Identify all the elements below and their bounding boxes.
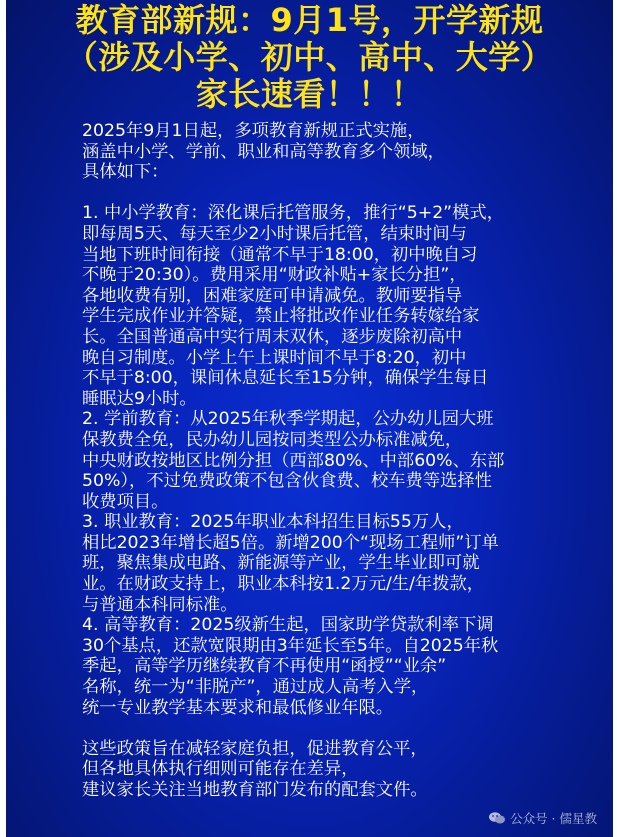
text-line: 名称，统一为“非脱产”，通过成人高考入学， <box>82 677 429 698</box>
text-line: 班，聚焦集成电路、新能源等产业，学生毕业即可就 <box>82 553 480 574</box>
section-vocational-education <box>82 512 582 615</box>
section-primary-secondary-education <box>82 203 582 409</box>
text-line: 涵盖中小学、学前、职业和高等教育多个领域， <box>82 141 445 162</box>
section-preschool-education <box>82 409 582 512</box>
text-line: 但各地具体执行细则可能存在差异， <box>82 759 359 780</box>
text-line: 1. 中小学教育：深化课后托管服务，推行“5+2”模式， <box>82 203 504 224</box>
text-line: 即每周5天、每天至少2小时课后托管，结束时间与 <box>82 223 467 244</box>
text-line: 4. 高等教育：2025级新生起，国家助学贷款利率下调 <box>82 615 494 636</box>
section-higher-education <box>82 615 582 718</box>
text-line: 30个基点，还款宽限期由3年延长至5年。自2025年秋 <box>82 635 499 656</box>
title-line-2: （涉及小学、初中、高中、大学） <box>65 38 554 76</box>
text-line: 保教费全免，民办幼儿园按同类型公办标准减免， <box>82 429 463 450</box>
intro-paragraph <box>82 121 582 183</box>
text-line: 50%），不过免费政策不包含伙食费、校车费等选择性 <box>82 471 492 492</box>
text-line: 相比2023年增长超5倍。新增200个“现场工程师”订单 <box>82 532 499 553</box>
text-line: 晚自习制度。小学上午上课时间不早于8:20，初中 <box>82 347 467 368</box>
title-line-3: 家长速看！！！ <box>195 75 424 113</box>
text-line: 统一专业教学基本要求和最低修业年限。 <box>82 697 394 718</box>
text-line: 业。在财政支持上，职业本科按1.2万元/生/年拨款， <box>82 574 485 595</box>
text-line: 不早于8:00，课间休息延长至15分钟，确保学生每日 <box>82 368 489 389</box>
text-line: 长。全国普通高中实行周末双休，逐步废除初高中 <box>82 326 463 347</box>
text-line: 各地收费有别，困难家庭可申请减免。教师要指导 <box>82 285 463 306</box>
text-line: 当地下班时间衔接（通常不早于18:00，初中晚自习 <box>82 244 478 265</box>
text-line: 建议家长关注当地教育部门发布的配套文件。 <box>82 780 428 800</box>
text-line: 中央财政按地区比例分担（西部80%、中部60%、东部 <box>82 450 505 471</box>
text-line: 收费项目。 <box>82 491 169 512</box>
text-line: 不晚于20:30）。费用采用“财政补贴+家长分担”， <box>82 265 467 286</box>
text-line: 与普通本科同标准。 <box>82 594 238 615</box>
paragraph-spacer <box>82 183 582 204</box>
watermark <box>488 809 597 827</box>
paragraph-spacer <box>82 718 582 739</box>
title-line-1: 教育部新规：9月1号，开学新规 <box>75 1 544 39</box>
text-line: 睡眠达9小时。 <box>82 388 197 409</box>
page-title <box>6 2 613 113</box>
poster <box>6 0 613 837</box>
watermark-text: 公众号 · 儒星教 <box>510 811 597 826</box>
text-line: 学生完成作业并答疑，禁止将批改作业任务转嫁给家 <box>82 306 480 327</box>
text-line: 2025年9月1日起，多项教育新规正式实施， <box>82 121 425 141</box>
text-line: 季起，高等学历继续教育不再使用“函授”“业余” <box>82 656 447 677</box>
text-line: 这些政策旨在减轻家庭负担，促进教育公平， <box>82 738 428 759</box>
text-line: 3. 职业教育：2025年职业本科招生目标55万人， <box>82 512 464 533</box>
wechat-icon <box>488 811 506 825</box>
closing-paragraph <box>82 739 582 801</box>
text-line: 2. 学前教育：从2025年秋季学期起，公办幼儿园大班 <box>82 409 494 430</box>
article-body <box>82 121 582 801</box>
text-line: 具体如下： <box>82 162 169 183</box>
